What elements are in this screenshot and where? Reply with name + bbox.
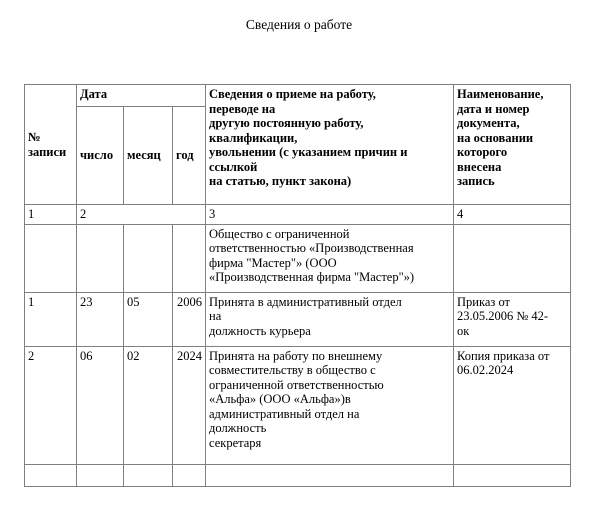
record-document: Приказ от 23.05.2006 № 42- ок [454, 292, 571, 346]
record-info: Принята на работу по внешнему совместительству в общество с ограниченной ответственностью «Альфа» (ООО «Альфа»)в административный отдел на должность секретаря [206, 346, 454, 464]
table-row [25, 292, 571, 346]
record-day: 06 [77, 346, 124, 464]
record-number: 1 [25, 292, 77, 346]
record-day: 23 [77, 292, 124, 346]
header-date: Дата [77, 85, 206, 107]
index-cell: 2 [77, 205, 206, 225]
organization-name: Общество с ограниченной ответственностью «Производственная фирма "Мастер"» (ООО «Производственная фирма "Мастер"») [206, 224, 454, 292]
header-document: Наименование, дата и номер документа, на основании которого внесена запись [454, 85, 571, 205]
index-cell: 4 [454, 205, 571, 225]
header-day: число [77, 107, 124, 205]
index-cell: 1 [25, 205, 77, 225]
record-info: Принята в административный отдел на должность курьера [206, 292, 454, 346]
header-record-number: № записи [25, 85, 77, 205]
index-cell: 3 [206, 205, 454, 225]
record-month: 05 [124, 292, 173, 346]
column-index-row [25, 205, 571, 225]
empty-row [25, 464, 571, 486]
table-row [25, 346, 571, 464]
header-employment-info: Сведения о приеме на работу, переводе на другую постоянную работу, квалификации, увольнении (с указанием причин и ссылкой на статью, пункт закона) [206, 85, 454, 205]
record-month: 02 [124, 346, 173, 464]
record-year: 2006 [173, 292, 206, 346]
record-number: 2 [25, 346, 77, 464]
header-month: месяц [124, 107, 173, 205]
record-document: Копия приказа от 06.02.2024 [454, 346, 571, 464]
record-year: 2024 [173, 346, 206, 464]
document-title: Сведения о работе [245, 17, 353, 32]
work-records-table [24, 84, 571, 487]
organization-row [25, 224, 571, 292]
header-year: год [173, 107, 206, 205]
